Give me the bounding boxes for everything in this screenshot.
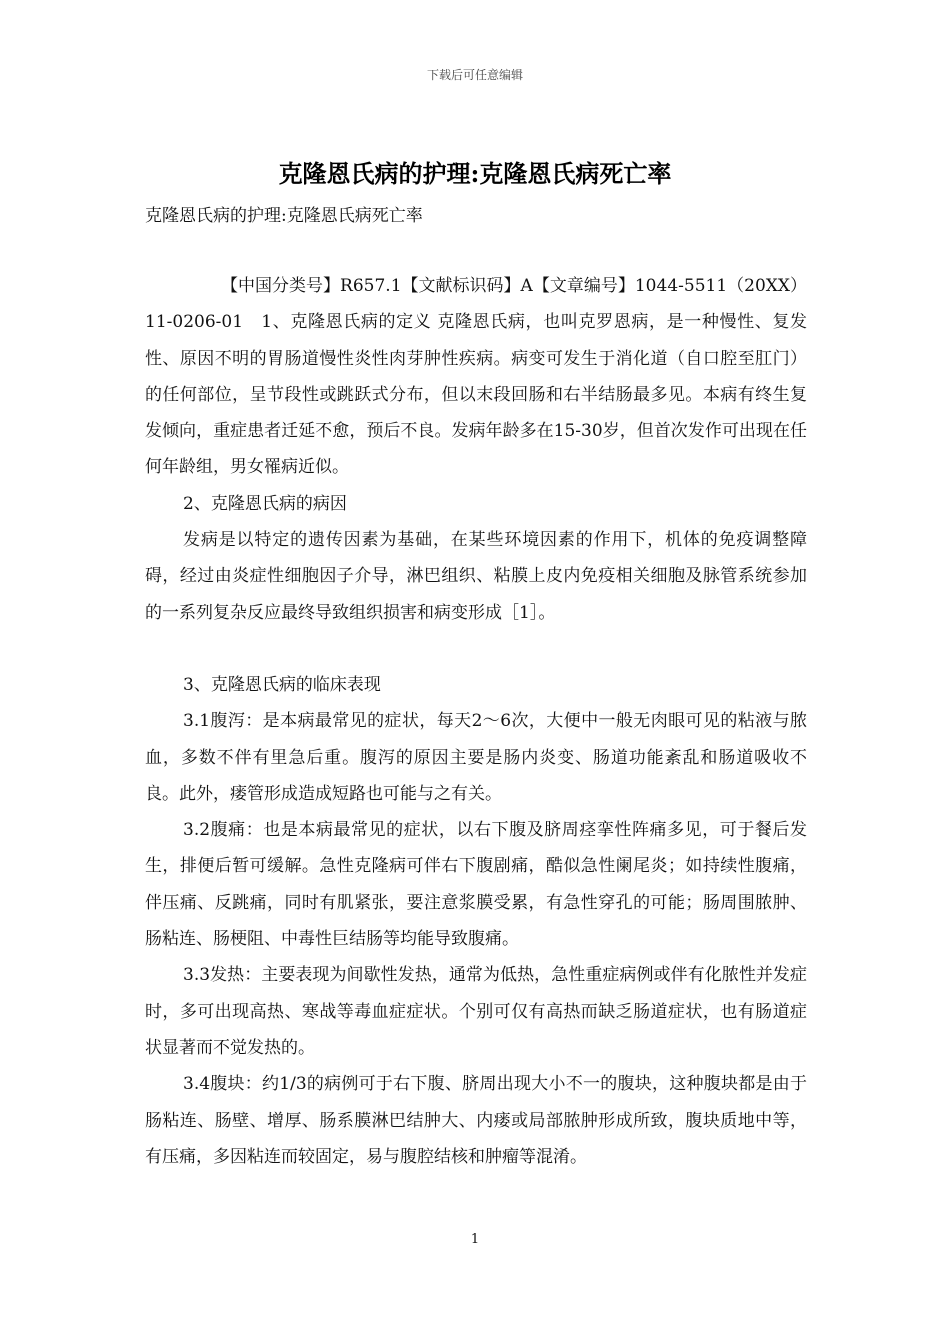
page-header: 下载后可任意编辑 <box>426 68 523 82</box>
paragraph-cause: 发病是以特定的遗传因素为基础，在某些环境因素的作用下，机体的免疫调整障碍，经过由炎症性细胞因子介导，淋巴组织、粘膜上皮内免疫相关细胞及脉管系统参加的一系列复杂反应最终导致组织损害和病变形成［1］。 <box>145 530 807 623</box>
document-subtitle: 克隆恩氏病的护理:克隆恩氏病死亡率 <box>145 206 423 226</box>
section-heading-cause: 2、克隆恩氏病的病因 <box>183 493 347 514</box>
document-title: 克隆恩氏病的护理:克隆恩氏病死亡率 <box>278 159 672 188</box>
paragraph-abdominal-pain: 3.2腹痛：也是本病最常见的症状，以右下腹及脐周痉挛性阵痛多见，可于餐后发生，排便后暂可缓解。急性克隆病可伴右下腹剧痛，酷似急性阑尾炎；如持续性腹痛，伴压痛、反跳痛，同时有肌紧张，要注意浆膜受累，有急性穿孔的可能；肠周围脓肿、肠粘连、肠梗阻、中毒性巨结肠等均能导致腹痛。 <box>145 820 807 950</box>
paragraph-spacer <box>145 631 807 667</box>
page-number: 1 <box>470 1232 480 1247</box>
paragraph-diarrhea: 3.1腹泻：是本病最常见的症状，每天2～6次，大便中一般无肉眼可见的粘液与脓血，多数不伴有里急后重。腹泻的原因主要是肠内炎变、肠道功能紊乱和肠道吸收不良。此外，瘘管形成造成短路也可能与之有关。 <box>145 711 807 804</box>
paragraph-fever: 3.3发热：主要表现为间歇性发热，通常为低热，急性重症病例或伴有化脓性并发症时，多可出现高热、寒战等毒血症症状。个别可仅有高热而缺乏肠道症状，也有肠道症状显著而不觉发热的。 <box>145 965 807 1058</box>
paragraph-intro: 【中国分类号】R657.1【文献标识码】A【文章编号】1044-5511（20XX）11-0206-01 1、克隆恩氏病的定义 克隆恩氏病，也叫克罗恩病，是一种慢性、复发性、原因不明的胃肠道慢性炎性肉芽肿性疾病。病变可发生于消化道（自口腔至肛门）的任何部位，呈节段性或跳跃式分布，但以末段回肠和右半结肠最多见。本病有终生复发倾向，重症患者迁延不愈，预后不良。发病年龄多在15-30岁，但首次发作可出现在任何年龄组，男女罹病近似。 <box>145 276 807 478</box>
document-body <box>145 268 807 1175</box>
paragraph-abdominal-mass: 3.4腹块：约1/3的病例可于右下腹、脐周出现大小不一的腹块，这种腹块都是由于肠粘连、肠壁、增厚、肠系膜淋巴结肿大、内瘘或局部脓肿形成所致，腹块质地中等，有压痛，多因粘连而较固定，易与腹腔结核和肿瘤等混淆。 <box>145 1074 807 1167</box>
section-heading-clinical: 3、克隆恩氏病的临床表现 <box>183 674 381 695</box>
